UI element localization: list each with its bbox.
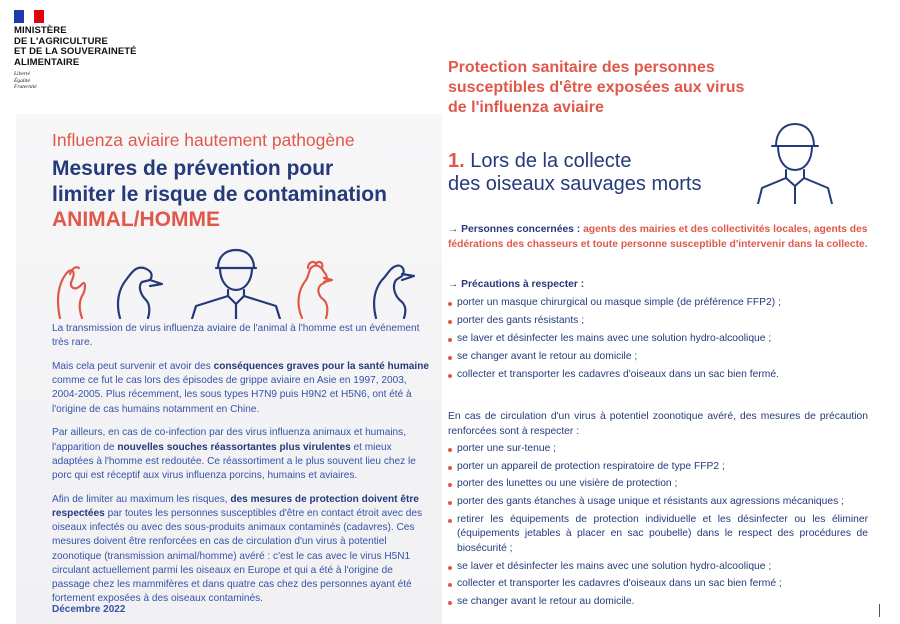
section-heading: 1. Lors de la collecte des oiseaux sauvages morts xyxy=(448,150,702,195)
french-flag-icon xyxy=(14,10,44,23)
list-item: collecter et transporter les cadavres d'oiseaux dans un sac bien fermé. xyxy=(448,368,868,383)
goose-icon xyxy=(118,268,162,318)
page-title: Protection sanitaire des personnes susceptibles d'être exposées aux virus de l'influenza aviaire xyxy=(448,59,745,116)
paragraph: Afin de limiter au maximum les risques, des mesures de protection doivent être respectées par toutes les personnes susceptibles d'être en contact étroit avec des oiseaux infectés ou avec des sous-produits animaux contaminés (cadavres). Ces mesures doivent être renforcées en cas de circulation d'un virus à potentiel zoonotique (transmission animal/homme) avéré : c'est le cas avec le virus H5N1 circulant actuellement parmi les oiseaux en Europe et qui a été à l'origine de passage chez les mammifères et dans quatre cas chez des personnes ayant été fortement exposées à des oiseaux contaminés. xyxy=(52,493,423,605)
precautions-heading: → Précautions à respecter : xyxy=(448,279,585,290)
logo-line: MINISTÈRE xyxy=(14,25,67,36)
ministry-logo xyxy=(14,10,214,91)
list-item: porter une sur-tenue ; xyxy=(448,442,868,457)
rooster-icon xyxy=(299,262,332,318)
text-cursor xyxy=(879,604,880,617)
list-item: retirer les équipements de protection individuelle et les désinfecter ou les éliminer (équipements jetables à placer en sac poubelle) dans le respect des procédures de biosécurité ; xyxy=(448,513,868,557)
concerned-persons: → Personnes concernées : agents des mairies et des collectivités locales, agents des fédérations des chasseurs et toute personne susceptible d'intervenir dans la collecte. xyxy=(448,224,868,250)
list-item: se changer avant le retour au domicile ; xyxy=(448,350,868,365)
animals-illustration xyxy=(46,234,426,319)
list-item: porter un masque chirurgical ou masque simple (de préférence FFP2) ; xyxy=(448,296,868,311)
card-body xyxy=(52,322,432,616)
list-item: porter des gants étanches à usage unique et résistants aux agressions mécaniques ; xyxy=(448,495,868,510)
precautions-list xyxy=(448,296,868,385)
person-icon xyxy=(192,250,280,319)
card-headline: Mesures de prévention pour limiter le risque de contamination xyxy=(52,157,387,206)
list-item: se laver et désinfecter les mains avec une solution hydro-alcoolique ; xyxy=(448,560,868,575)
publication-date: Décembre 2022 xyxy=(52,604,126,615)
left-info-card xyxy=(16,114,442,624)
goose-icon xyxy=(374,266,414,318)
logo-line: ALIMENTAIRE xyxy=(14,56,80,68)
logo-line: ET DE LA SOUVERAINETÉ xyxy=(14,46,137,57)
list-item: porter un appareil de protection respiratoire de type FFP2 ; xyxy=(448,460,868,475)
list-item: collecter et transporter les cadavres d'oiseaux dans un sac bien fermé ; xyxy=(448,577,868,592)
paragraph: Par ailleurs, en cas de co-infection par des virus influenza animaux et humains, l'apparition de nouvelles souches réassortantes plus virulentes et mieux adaptées à l'homme est redoutée. Ce réassortiment a le plus souvent lieu chez le porc qui est réceptif aux virus influenza porcins, humains et aviaires. xyxy=(52,427,416,482)
card-kicker: Influenza aviaire hautement pathogène xyxy=(52,130,355,150)
reinforced-precautions-list xyxy=(448,442,868,613)
section-number: 1. xyxy=(448,150,465,172)
list-item: porter des lunettes ou une visière de protection ; xyxy=(448,477,868,492)
list-item: se laver et désinfecter les mains avec une solution hydro-alcoolique ; xyxy=(448,332,868,347)
logo-motto: Liberté Égalité Fraternité xyxy=(14,71,37,90)
reinforced-intro: En cas de circulation d'un virus à potentiel zoonotique avéré, des mesures de précaution renforcées sont à respecter : xyxy=(448,411,868,437)
turkey-icon xyxy=(58,267,85,318)
paragraph: Mais cela peut survenir et avoir des conséquences graves pour la santé humaine comme ce fut le cas lors des épisodes de grippe aviaire en Asie en 1997, 2003, 2004-2005. Plus récemment, les sous types H7N9 puis H9N2 et H5N6, ont été à l'origine de cas humains notamment en Chine. xyxy=(52,361,429,415)
logo-line: DE L'AGRICULTURE xyxy=(14,35,108,47)
worker-icon xyxy=(756,118,834,204)
paragraph: La transmission de virus influenza aviaire de l'animal à l'homme est un événement très rare. xyxy=(52,323,420,349)
list-item: se changer avant le retour au domicile. xyxy=(448,595,868,610)
card-headline-accent: ANIMAL/HOMME xyxy=(52,208,220,231)
list-item: porter des gants résistants ; xyxy=(448,314,868,329)
